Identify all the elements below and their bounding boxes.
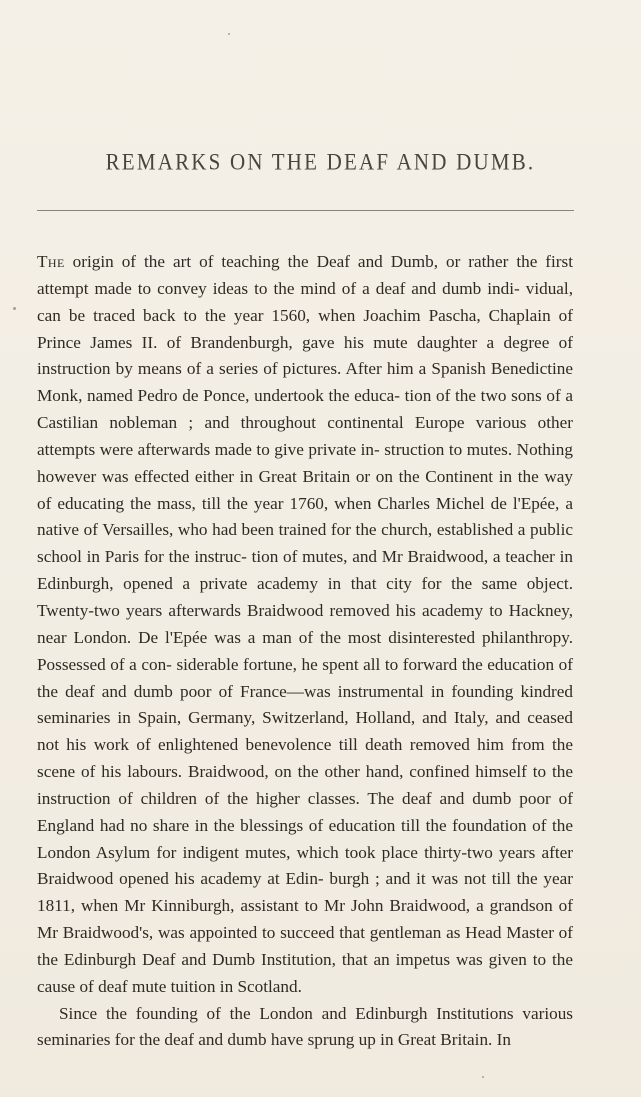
opening-word: The bbox=[37, 252, 65, 271]
paragraph-1-text: origin of the art of teaching the Deaf and Dumb, or rather the first attempt made to convey ideas to the mind of a deaf and dumb indi- vidual, can be traced back to the year 1560, when Joachim Pascha, Chaplain of Prince James II. of Brandenburgh, gave his mute daughter a degree of instruction by means of a series of pictures. After him a Spanish Benedictine Monk, named Pedro de Ponce, undertook the educa- tion of the two sons of a Castilian nobleman ; and throughout continental Europe various other attempts were afterwards made to give private in- struction to mutes. Nothing however was effected either in Great Britain or on the Continent in the way of educating the mass, till the year 1760, when Charles Michel de l'Epée, a native of Versailles, who had been trained for the church, established a public school in Paris for the instruc- tion of mutes, and Mr Braidwood, a teacher in Edinburgh, opened a private academy in that city for the same object. Twenty-two years afterwards Braidwood removed his academy to Hackney, near London. De l'Epée was a man of the most disinterested philanthropy. Possessed of a con- siderable fortune, he spent all to forward the education of the deaf and dumb poor of France—was instrumental in founding kindred seminaries in Spain, Germany, Switzerland, Holland, and Italy, and ceased not his work of enlightened benevolence till death removed him from the scene of his labours. Braidwood, on the other hand, confined himself to the instruction of children of the higher classes. The deaf and dumb poor of England had no share in the blessings of education till the foundation of the London Asylum for indigent mutes, which took place thirty-two years after Braidwood opened his academy at Edin- burgh ; and it was not till the year 1811, when Mr Kinniburgh, assistant to Mr John Braidwood, a grandson of Mr Braidwood's, was appointed to succeed that gentleman as Head Master of the Edinburgh Deaf and Dumb Institution, that an impetus was given to the cause of deaf mute tuition in Scotland. bbox=[37, 252, 573, 996]
paragraph-2: Since the founding of the London and Edinburgh Institutions various seminaries for the deaf and dumb have sprung up in Great Britain. In bbox=[37, 1003, 573, 1050]
paper-speck bbox=[13, 307, 16, 310]
header-rule bbox=[37, 210, 574, 211]
paper-speck bbox=[482, 1076, 484, 1078]
paper-speck bbox=[228, 33, 230, 35]
paragraph-1 bbox=[37, 249, 573, 1001]
body-text bbox=[37, 249, 573, 1054]
running-head: REMARKS ON THE DEAF AND DUMB. bbox=[105, 148, 536, 176]
